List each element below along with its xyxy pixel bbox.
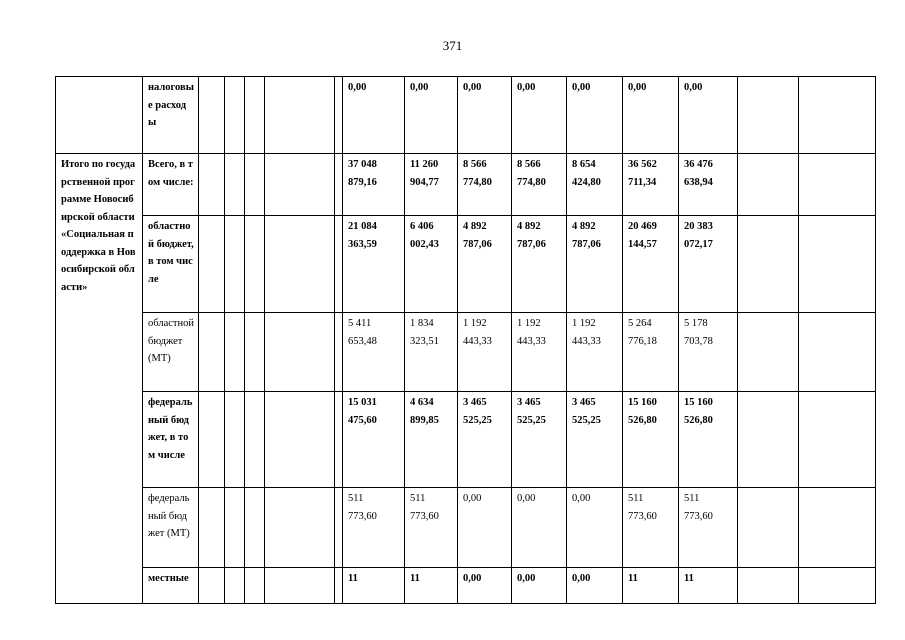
- value-cell: 36 562 711,34: [623, 154, 679, 216]
- table-row: [56, 392, 876, 488]
- value-cell: 4 892 787,06: [458, 216, 512, 313]
- empty-cell: [245, 568, 265, 604]
- empty-cell: [799, 216, 876, 313]
- value-cell: 0,00: [567, 488, 623, 568]
- value-cell: 5 178 703,78: [679, 313, 738, 392]
- value-cell: 0,00: [567, 568, 623, 604]
- value-cell: 20 469 144,57: [623, 216, 679, 313]
- funding-source-cell: федеральный бюджет, в том числе: [143, 392, 199, 488]
- empty-cell: [225, 154, 245, 216]
- value-cell: 511 773,60: [623, 488, 679, 568]
- value-cell: 5 411 653,48: [343, 313, 405, 392]
- empty-cell: [799, 392, 876, 488]
- value-cell: 0,00: [512, 488, 567, 568]
- value-cell: 11: [343, 568, 405, 604]
- empty-cell: [225, 77, 245, 154]
- empty-cell: [738, 77, 799, 154]
- value-cell: 0,00: [512, 77, 567, 154]
- value-cell: 4 892 787,06: [567, 216, 623, 313]
- empty-cell: [199, 392, 225, 488]
- funding-source-cell: областной бюджет (МТ): [143, 313, 199, 392]
- empty-cell: [335, 313, 343, 392]
- empty-cell: [335, 216, 343, 313]
- empty-cell: [265, 568, 335, 604]
- table-row: [56, 77, 876, 154]
- value-cell: 1 192 443,33: [458, 313, 512, 392]
- empty-cell: [225, 216, 245, 313]
- empty-cell: [199, 568, 225, 604]
- empty-cell: [245, 488, 265, 568]
- value-cell: 0,00: [458, 488, 512, 568]
- value-cell: 21 084 363,59: [343, 216, 405, 313]
- empty-cell: [799, 154, 876, 216]
- funding-source-cell: федеральный бюджет (МТ): [143, 488, 199, 568]
- value-cell: 1 192 443,33: [567, 313, 623, 392]
- value-cell: 4 634 899,85: [405, 392, 458, 488]
- funding-source-cell: местные: [143, 568, 199, 604]
- budget-table: [55, 76, 876, 604]
- empty-cell: [265, 154, 335, 216]
- funding-source-cell: Всего, в том числе:: [143, 154, 199, 216]
- empty-cell: [738, 392, 799, 488]
- empty-cell: [265, 313, 335, 392]
- table-row: [56, 154, 876, 216]
- empty-cell: [56, 77, 143, 154]
- value-cell: 0,00: [679, 77, 738, 154]
- value-cell: 5 264 776,18: [623, 313, 679, 392]
- empty-cell: [199, 488, 225, 568]
- value-cell: 11: [679, 568, 738, 604]
- program-label-cell: Итого по государственной программе Новосибирской области «Социальная поддержка в Новосибирской области»: [56, 154, 143, 604]
- value-cell: 3 465 525,25: [567, 392, 623, 488]
- value-cell: 11: [405, 568, 458, 604]
- empty-cell: [335, 568, 343, 604]
- value-cell: 11 260 904,77: [405, 154, 458, 216]
- page-number: 371: [442, 38, 463, 53]
- value-cell: 8 654 424,80: [567, 154, 623, 216]
- empty-cell: [225, 313, 245, 392]
- empty-cell: [799, 77, 876, 154]
- empty-cell: [799, 568, 876, 604]
- value-cell: 8 566 774,80: [458, 154, 512, 216]
- empty-cell: [245, 77, 265, 154]
- empty-cell: [199, 216, 225, 313]
- value-cell: 15 160 526,80: [623, 392, 679, 488]
- value-cell: 511 773,60: [679, 488, 738, 568]
- value-cell: 15 160 526,80: [679, 392, 738, 488]
- value-cell: 0,00: [512, 568, 567, 604]
- value-cell: 511 773,60: [405, 488, 458, 568]
- empty-cell: [265, 392, 335, 488]
- empty-cell: [265, 488, 335, 568]
- empty-cell: [199, 154, 225, 216]
- value-cell: 11: [623, 568, 679, 604]
- value-cell: 0,00: [567, 77, 623, 154]
- empty-cell: [225, 488, 245, 568]
- value-cell: 3 465 525,25: [512, 392, 567, 488]
- value-cell: 3 465 525,25: [458, 392, 512, 488]
- empty-cell: [738, 313, 799, 392]
- empty-cell: [335, 392, 343, 488]
- empty-cell: [335, 154, 343, 216]
- table-row: [56, 216, 876, 313]
- empty-cell: [799, 313, 876, 392]
- table-row: [56, 568, 876, 604]
- empty-cell: [738, 488, 799, 568]
- empty-cell: [245, 216, 265, 313]
- empty-cell: [225, 568, 245, 604]
- empty-cell: [245, 154, 265, 216]
- value-cell: 0,00: [343, 77, 405, 154]
- empty-cell: [245, 313, 265, 392]
- empty-cell: [265, 77, 335, 154]
- empty-cell: [335, 77, 343, 154]
- funding-source-cell: налоговые расходы: [143, 77, 199, 154]
- empty-cell: [738, 568, 799, 604]
- value-cell: 6 406 002,43: [405, 216, 458, 313]
- empty-cell: [799, 488, 876, 568]
- value-cell: 1 192 443,33: [512, 313, 567, 392]
- value-cell: 0,00: [458, 568, 512, 604]
- value-cell: 37 048 879,16: [343, 154, 405, 216]
- value-cell: 4 892 787,06: [512, 216, 567, 313]
- table-row: [56, 488, 876, 568]
- value-cell: 0,00: [405, 77, 458, 154]
- value-cell: 36 476 638,94: [679, 154, 738, 216]
- value-cell: 8 566 774,80: [512, 154, 567, 216]
- empty-cell: [199, 313, 225, 392]
- empty-cell: [225, 392, 245, 488]
- value-cell: 0,00: [623, 77, 679, 154]
- empty-cell: [738, 216, 799, 313]
- empty-cell: [245, 392, 265, 488]
- empty-cell: [265, 216, 335, 313]
- value-cell: 1 834 323,51: [405, 313, 458, 392]
- empty-cell: [335, 488, 343, 568]
- value-cell: 15 031 475,60: [343, 392, 405, 488]
- value-cell: 511 773,60: [343, 488, 405, 568]
- funding-source-cell: областной бюджет, в том числе: [143, 216, 199, 313]
- value-cell: 20 383 072,17: [679, 216, 738, 313]
- empty-cell: [199, 77, 225, 154]
- value-cell: 0,00: [458, 77, 512, 154]
- empty-cell: [738, 154, 799, 216]
- table-row: [56, 313, 876, 392]
